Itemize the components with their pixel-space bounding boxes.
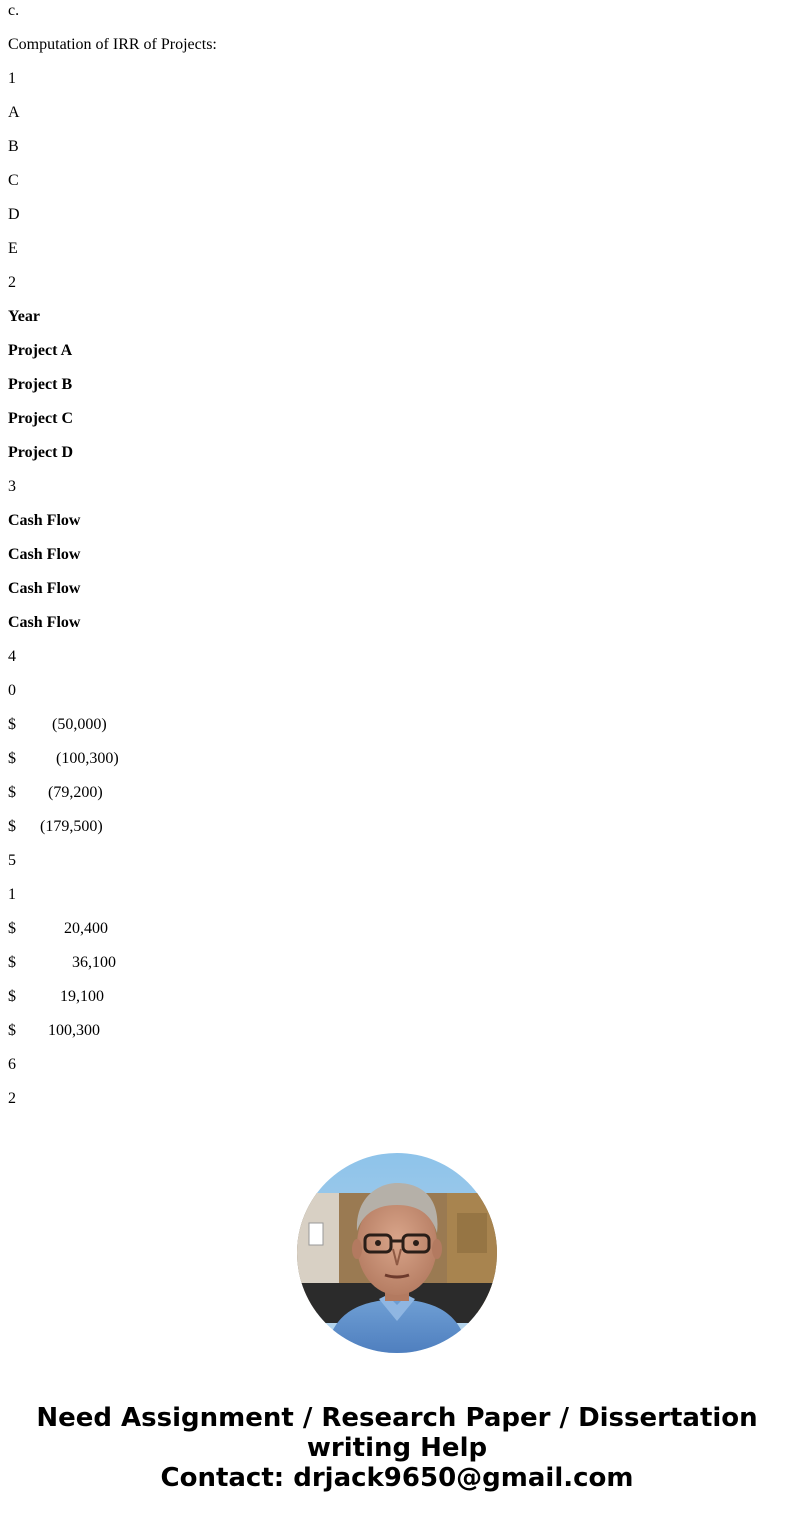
amount-value: (79,200) (48, 784, 103, 801)
amount-value: 19,100 (60, 988, 104, 1005)
author-photo (297, 1153, 497, 1353)
author-portrait-image (297, 1153, 497, 1353)
header-project-a: Project A (8, 342, 73, 359)
promo-line: Need Assignment / Research Paper / Dissertation (36, 1403, 758, 1433)
column-letter: A (8, 104, 20, 121)
row-number: 2 (8, 274, 16, 291)
row-number: 4 (8, 648, 16, 665)
row-number: 3 (8, 478, 16, 495)
document-body (8, 0, 786, 1122)
column-letter: E (8, 240, 18, 257)
currency-symbol: $ (8, 750, 16, 767)
row-number: 6 (8, 1056, 16, 1073)
section-heading: Computation of IRR of Projects: (8, 36, 217, 53)
currency-symbol: $ (8, 988, 16, 1005)
cash-flow-amount (8, 782, 786, 804)
year-value: 1 (8, 886, 16, 903)
cash-flow-amount (8, 748, 786, 770)
amount-value: (179,500) (40, 818, 103, 835)
currency-symbol: $ (8, 920, 16, 937)
cash-flow-amount (8, 986, 786, 1008)
cash-flow-amount (8, 918, 786, 940)
part-label: c. (8, 2, 20, 19)
header-project-c: Project C (8, 410, 73, 427)
row-number: 1 (8, 70, 16, 87)
column-letter: B (8, 138, 19, 155)
currency-symbol: $ (8, 716, 16, 733)
amount-value: 100,300 (48, 1022, 100, 1039)
column-letter: D (8, 206, 20, 223)
subheader-cash-flow: Cash Flow (8, 580, 81, 597)
cash-flow-amount (8, 952, 786, 974)
currency-symbol: $ (8, 1022, 16, 1039)
cash-flow-amount (8, 1020, 786, 1042)
year-value: 0 (8, 682, 16, 699)
header-project-b: Project B (8, 376, 73, 393)
cash-flow-amount (8, 816, 786, 838)
header-project-d: Project D (8, 444, 73, 461)
amount-value: 20,400 (64, 920, 108, 937)
header-year: Year (8, 308, 40, 325)
row-number: 5 (8, 852, 16, 869)
currency-symbol: $ (8, 784, 16, 801)
subheader-cash-flow: Cash Flow (8, 512, 81, 529)
amount-value: 36,100 (72, 954, 116, 971)
promo-banner (0, 1403, 794, 1493)
subheader-cash-flow: Cash Flow (8, 614, 81, 631)
currency-symbol: $ (8, 954, 16, 971)
subheader-cash-flow: Cash Flow (8, 546, 81, 563)
currency-symbol: $ (8, 818, 16, 835)
cash-flow-amount (8, 714, 786, 736)
contact-email: Contact: drjack9650@gmail.com (160, 1463, 634, 1493)
year-value: 2 (8, 1090, 16, 1107)
amount-value: (50,000) (52, 716, 107, 733)
column-letter: C (8, 172, 19, 189)
promo-line: writing Help (306, 1433, 488, 1463)
amount-value: (100,300) (56, 750, 119, 767)
